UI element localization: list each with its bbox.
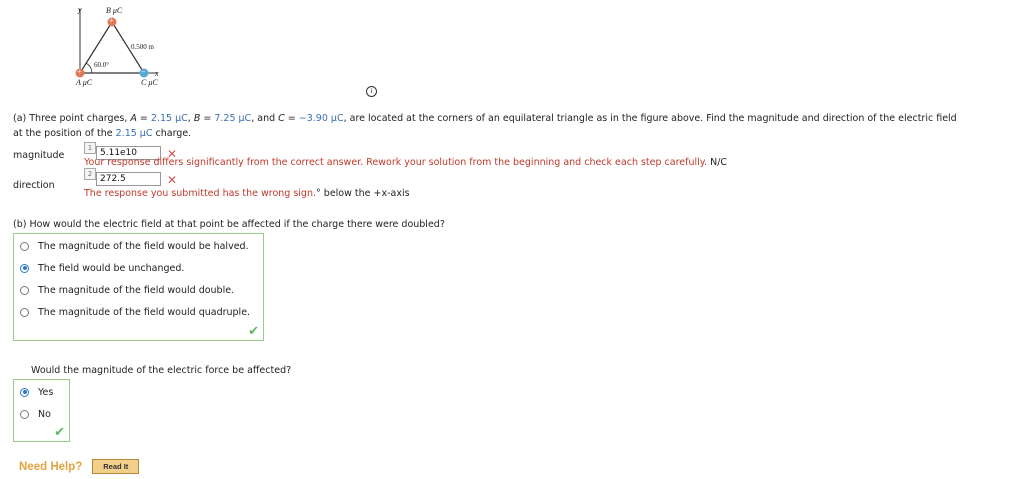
option-label: The magnitude of the field would double.	[38, 284, 235, 296]
figure-plus-b: +	[109, 16, 114, 25]
charge-c-value: −3.90 μC	[298, 113, 344, 124]
target-charge-value: 2.15 μC	[115, 128, 153, 139]
figure-label-side: 0.500 m	[131, 43, 154, 51]
incorrect-x-icon: ✕	[167, 147, 178, 161]
radio-button[interactable]	[20, 410, 29, 419]
option-label: The magnitude of the field would be halved.	[38, 240, 249, 252]
question-text: =	[200, 113, 215, 124]
part-b-question: (b) How would the electric field at that point be affected if the charge there were doubled?	[13, 219, 445, 230]
figure-label-a: A μC	[76, 78, 93, 87]
correct-check-icon: ✔	[54, 425, 65, 440]
question-text: at the position of the	[13, 128, 116, 139]
direction-feedback-row	[84, 188, 410, 199]
option-halved[interactable]	[14, 235, 263, 257]
info-icon[interactable]	[366, 86, 377, 97]
info-icon-glyph: i	[370, 87, 373, 95]
read-it-button[interactable]: Read It	[92, 459, 139, 474]
direction-answer-row	[84, 168, 177, 186]
radio-button[interactable]	[20, 308, 29, 317]
figure-minus-c: −	[141, 67, 146, 76]
question-text: charge.	[152, 128, 192, 139]
question-text: =	[136, 113, 151, 124]
question-text: , are located at the corners of an equilateral triangle as in the figure above. Find the magnitude and direction of the electric field	[343, 113, 957, 124]
magnitude-unit: N/C	[707, 157, 728, 168]
charge-a-value: 2.15 μC	[150, 113, 188, 124]
charge-b-value: 7.25 μC	[214, 113, 252, 124]
step-number: 2	[84, 168, 96, 180]
figure-plus-a: +	[77, 67, 82, 76]
option-unchanged[interactable]	[14, 257, 263, 279]
magnitude-feedback-row	[84, 157, 727, 168]
question-text: ,	[187, 113, 194, 124]
direction-feedback: The response you submitted has the wrong sign.	[84, 188, 317, 199]
option-label: The field would be unchanged.	[38, 262, 185, 274]
force-options-box	[13, 379, 70, 442]
option-label: Yes	[38, 386, 54, 398]
symbol-b: B	[193, 113, 201, 124]
help-row	[19, 459, 139, 474]
magnitude-input[interactable]: 5.11e10	[96, 146, 161, 160]
figure-label-c: C μC	[141, 78, 158, 87]
correct-check-icon: ✔	[248, 324, 259, 339]
option-yes[interactable]	[14, 381, 69, 403]
incorrect-x-icon: ✕	[167, 173, 178, 187]
magnitude-label: magnitude	[13, 150, 65, 161]
direction-unit: ° below the +x-axis	[316, 188, 410, 199]
figure-label-angle: 60.0°	[94, 61, 110, 69]
radio-button[interactable]	[20, 242, 29, 251]
need-help-label: Need Help?	[19, 460, 83, 473]
step-number: 1	[84, 142, 96, 154]
option-double[interactable]	[14, 279, 263, 301]
question-text: =	[284, 113, 299, 124]
figure-label-y: y	[78, 5, 82, 14]
figure-label-x: x	[155, 69, 159, 78]
radio-button[interactable]	[20, 286, 29, 295]
magnitude-feedback: Your response differs significantly from the correct answer. Rework your solution from the beginning and check each step carefully.	[84, 157, 708, 168]
radio-button-selected[interactable]	[20, 264, 29, 273]
option-quadruple[interactable]	[14, 301, 263, 323]
force-question: Would the magnitude of the electric force be affected?	[31, 365, 292, 376]
symbol-a: A	[130, 113, 137, 124]
direction-input[interactable]: 272.5	[96, 172, 161, 186]
part-b-options-box	[13, 233, 264, 341]
option-label: No	[38, 408, 51, 420]
direction-label: direction	[13, 180, 55, 191]
option-label: The magnitude of the field would quadruple.	[38, 306, 251, 318]
question-text: (a) Three point charges,	[13, 113, 131, 124]
option-no[interactable]	[14, 403, 69, 425]
figure-label-b: B μC	[106, 6, 123, 15]
radio-button-selected[interactable]	[20, 388, 29, 397]
symbol-c: C	[278, 113, 285, 124]
part-a-question	[13, 111, 1018, 141]
question-text: , and	[251, 113, 279, 124]
